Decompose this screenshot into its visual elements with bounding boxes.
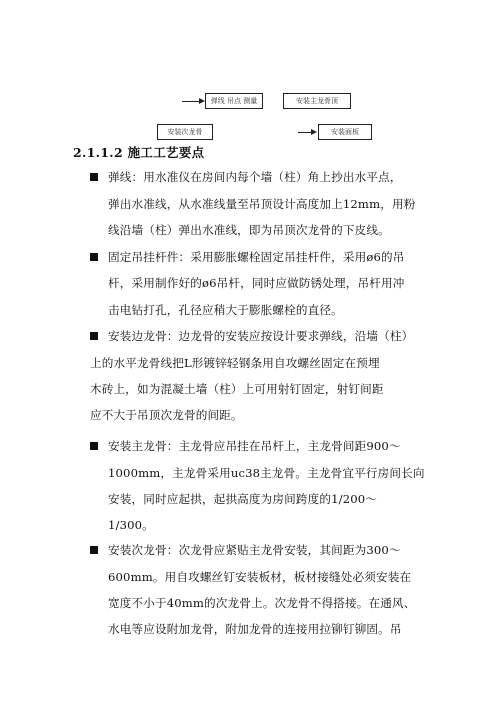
item-line: 安装边龙骨：边龙骨的安装应按设计要求弹线，沿墙（柱） xyxy=(108,329,414,343)
bullet-icon xyxy=(90,546,98,554)
item-line: 安装次龙骨：次龙骨应紧贴主龙骨安装，其间距为300～ xyxy=(108,543,401,557)
item-line: 木砖上，如为混凝土墙（柱）上可用射钉固定，射钉间距 xyxy=(90,382,384,396)
bullet-icon xyxy=(90,253,98,261)
flow-box-4: 安装面板 xyxy=(318,124,372,140)
flow-arrow-line-2 xyxy=(298,132,312,133)
bullet-icon xyxy=(90,332,98,340)
item-line: 固定吊挂杆件：采用膨胀螺栓固定吊挂杆件，采用ø6的吊 xyxy=(108,250,405,264)
item-line: 1000mm，主龙骨采用uc38主龙骨。主龙骨宜平行房间长向 xyxy=(108,466,425,480)
flow-box-2: 安装主龙骨顶 xyxy=(283,93,351,109)
item-line: 杆，采用制作好的ø6吊杆，同时应做防锈处理，吊杆用冲 xyxy=(108,276,405,290)
item-line: 上的水平龙骨线把L形镀锌轻钢条用自攻螺丝固定在预埋 xyxy=(90,356,380,370)
item-line: 宽度不小于40mm的次龙骨上。次龙骨不得搭接。在通风、 xyxy=(108,596,416,610)
item-line: 安装主龙骨：主龙骨应吊挂在吊杆上，主龙骨间距900～ xyxy=(108,439,401,453)
flow-box-3: 安装次龙骨 xyxy=(157,124,213,140)
item-line: 600mm。用自攻螺丝钉安装板材，板材接缝处必须安装在 xyxy=(108,570,412,584)
item-line: 弹线：用水准仪在房间内每个墙（柱）角上抄出水平点， xyxy=(108,170,402,184)
bullet-icon xyxy=(90,173,98,181)
item-line: 击电钻打孔，孔径应稍大于膨胀螺栓的直径。 xyxy=(108,303,343,317)
item-line: 应不大于吊顶次龙骨的间距。 xyxy=(90,408,243,422)
flow-box-1: 弹线 吊点 测量 xyxy=(205,93,263,109)
flow-arrow-head-2 xyxy=(311,129,317,135)
item-line: 1/300。 xyxy=(108,518,154,532)
item-line: 安装，同时应起拱，起拱高度为房间跨度的1/200～ xyxy=(108,492,378,506)
item-line: 水电等应设附加龙骨，附加龙骨的连接用拉铆钉铆固。吊 xyxy=(108,622,402,636)
bullet-icon xyxy=(90,442,98,450)
item-line: 弹出水准线，从水准线量至吊顶设计高度加上12mm，用粉 xyxy=(108,197,416,211)
section-heading: 2.1.1.2 施工工艺要点 xyxy=(73,145,205,160)
flow-arrow-line-1 xyxy=(182,101,200,102)
item-line: 线沿墙（柱）弹出水准线，即为吊顶次龙骨的下皮线。 xyxy=(108,223,390,237)
